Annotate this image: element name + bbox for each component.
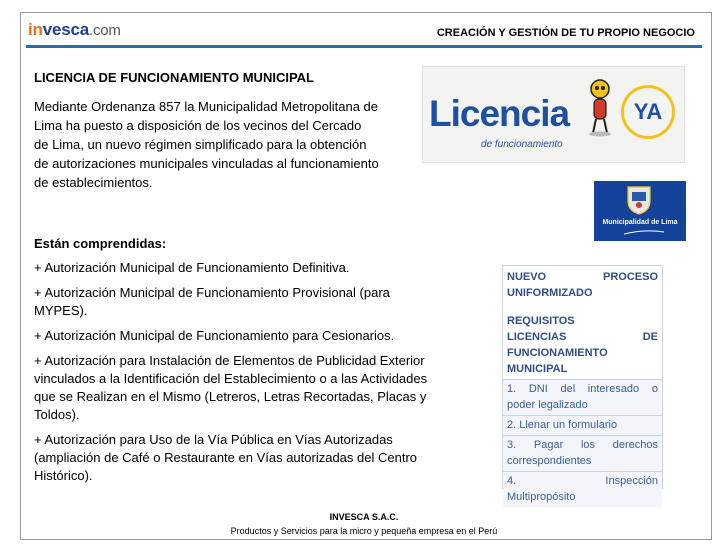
step-word: del — [560, 383, 576, 395]
swoosh-icon — [624, 229, 664, 235]
card-req-line: MUNICIPAL — [507, 363, 568, 375]
card-req-word: LICENCIAS — [507, 331, 567, 343]
step-line: correspondientes — [507, 455, 592, 467]
card-title-word: NUEVO — [507, 271, 547, 283]
step-word: los — [580, 439, 596, 451]
card-title-line: UNIFORMIZADO — [507, 287, 593, 299]
header-divider — [26, 45, 702, 48]
header-tagline: CREACIÓN Y GESTIÓN DE TU PROPIO NEGOCIO — [436, 27, 695, 39]
step-word: Pagar — [533, 439, 564, 451]
step-word: 3. — [507, 439, 517, 451]
process-requirements-card — [502, 265, 663, 503]
step-word: Inspección — [605, 475, 658, 487]
intro-line: de autorizaciones municipales vinculadas al funcionamiento — [34, 156, 379, 171]
covered-title: Están comprendidas: — [34, 236, 167, 251]
authorization-item: + Autorización para Uso de la Vía Pública en Vías Autorizadas (ampliación de Café o Restaurante en Vías autorizadas del Centro Histórico). — [34, 432, 417, 483]
step-word: derechos — [612, 439, 658, 451]
banner-subtitle: de funcionamiento — [481, 139, 563, 150]
authorization-list — [34, 259, 434, 492]
footer-company: INVESCA S.A.C. — [329, 512, 399, 522]
intro-line: de Lima, un nuevo régimen simplificado para la obtención — [34, 137, 367, 152]
step-word: 1. — [507, 383, 517, 395]
card-req-line: REQUISITOS — [507, 315, 575, 327]
licencia-ya-banner — [422, 66, 685, 163]
card-req-line: FUNCIONAMIENTO — [507, 347, 608, 359]
municipalidad-logo — [594, 181, 686, 241]
municipalidad-label: Municipalidad de Lima — [602, 219, 678, 226]
intro-line: de establecimientos. — [34, 175, 153, 190]
card-req-word: DE — [642, 331, 658, 343]
intro-line: Lima ha puesto a disposición de los vecinos del Cercado — [34, 118, 362, 133]
requirement-step-3 — [503, 435, 662, 471]
requirement-step-4 — [503, 471, 662, 507]
authorization-item: + Autorización para Instalación de Elementos de Publicidad Exterior vinculados a la Identificación del Establecimiento o a las Actividades que se Realizan en el Mismo (Letreros, Letras Recortadas, Placas y Toldos). — [34, 353, 428, 422]
requirement-step-1 — [503, 379, 662, 415]
logo-part-com: .com — [89, 22, 121, 39]
intro-paragraph — [34, 97, 406, 192]
ya-badge: YA — [621, 85, 675, 139]
coat-of-arms-icon — [626, 185, 652, 215]
intro-line: Mediante Ordenanza 857 la Municipalidad Metropolitana de — [34, 99, 378, 114]
step-line: Multipropósito — [507, 491, 576, 503]
authorization-item: + Autorización Municipal de Funcionamiento Definitiva. — [34, 260, 350, 275]
authorization-item: + Autorización Municipal de Funcionamiento Provisional (para MYPES). — [34, 285, 390, 318]
step-line: 2. Llenar un formulario — [507, 419, 618, 431]
logo-part-in: in — [28, 20, 43, 39]
step-line: poder legalizado — [507, 399, 588, 411]
logo-part-vesca: vesca — [42, 20, 89, 39]
step-word: DNI — [528, 383, 548, 395]
footer-note: Productos y Servicios para la micro y pequeña empresa en el Perú — [230, 526, 498, 536]
step-word: interesado — [587, 383, 640, 395]
mascot-icon — [586, 77, 614, 137]
authorization-item: + Autorización Municipal de Funcionamiento para Cesionarios. — [34, 328, 395, 343]
card-header — [503, 266, 662, 379]
step-word: o — [651, 383, 658, 395]
invesca-logo[interactable] — [28, 20, 121, 40]
section-title: LICENCIA DE FUNCIONAMIENTO MUNICIPAL — [34, 70, 314, 85]
requirement-step-2 — [503, 415, 662, 435]
card-title-word: PROCESO — [602, 271, 658, 283]
step-word: 4. — [507, 475, 517, 487]
banner-word: Licencia — [429, 93, 570, 134]
